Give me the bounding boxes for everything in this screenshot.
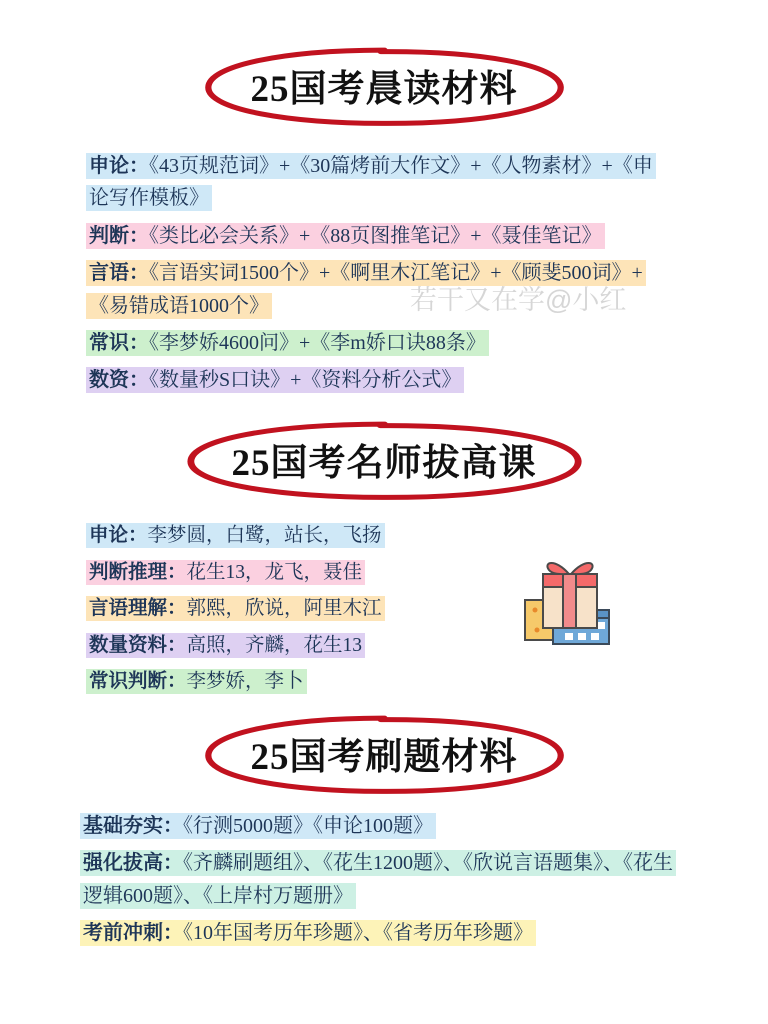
list-item-label: 强化拔高： <box>83 852 183 875</box>
section-rows-2 <box>0 518 768 701</box>
list-item <box>78 664 678 701</box>
list-item <box>72 915 684 952</box>
list-item-label: 言语： <box>89 262 149 285</box>
list-item <box>78 255 678 325</box>
list-item-text: 郭熙，欣说，阿里木江 <box>186 598 382 620</box>
list-item-text: 《李梦娇4600问》+《李m娇口诀88条》 <box>149 331 486 354</box>
list-item <box>78 218 678 255</box>
list-item <box>78 325 678 362</box>
list-item <box>72 845 684 915</box>
list-item-text: 李梦娇，李卜 <box>186 671 304 693</box>
list-item <box>78 362 678 399</box>
section-rows-1 <box>0 148 768 400</box>
section-rows-3 <box>0 808 768 953</box>
list-item <box>78 148 678 218</box>
list-item-text: 《类比必会关系》+《88页图推笔记》+《聂佳笔记》 <box>149 224 602 247</box>
list-item-label: 数资： <box>89 369 149 392</box>
list-item-text: 《数量秒S口诀》+《资料分析公式》 <box>149 369 462 392</box>
list-item-text: 李梦圆，白鹭，站长，飞扬 <box>147 525 382 546</box>
list-item-label: 申论： <box>89 155 149 177</box>
list-item-label: 判断： <box>89 224 149 247</box>
section-heading-2 <box>0 418 768 502</box>
watermark: 若干又在学@小红 <box>410 285 627 315</box>
section-title: 25国考名师拔高课 <box>231 443 537 484</box>
section-title: 25国考刷题材料 <box>250 737 518 778</box>
list-item-text: 《43页规范词》+《30篇烤前大作文》+《人物素材》+《申论写作模板》 <box>89 155 653 210</box>
list-item-text: 高照，齐麟，花生13 <box>186 634 363 656</box>
list-item-label: 常识： <box>89 331 149 354</box>
section-heading-1 <box>0 44 768 128</box>
list-item-text: 《10年国考历年珍题》、《省考历年珍题》 <box>183 922 533 945</box>
list-item-text: 《齐麟刷题组》、《花生1200题》、《欣说言语题集》、《花生逻辑600题》、《上岸村万题册》 <box>83 852 673 907</box>
list-item-label: 考前冲刺： <box>83 922 183 945</box>
list-item-text: 花生13，龙飞，聂佳 <box>186 561 363 583</box>
section-heading-3 <box>0 712 768 796</box>
list-item-label: 常识判断： <box>89 671 187 693</box>
list-item-label: 数量资料： <box>89 634 187 656</box>
list-item-label: 申论： <box>89 525 148 546</box>
list-item-label: 言语理解： <box>89 598 187 620</box>
list-item <box>72 808 684 845</box>
list-item-text: 《行测5000题》《申论100题》 <box>183 815 433 837</box>
gift-box-icon <box>515 548 635 668</box>
list-item-label: 判断推理： <box>89 561 187 583</box>
list-item-label: 基础夯实： <box>83 815 183 837</box>
section-title: 25国考晨读材料 <box>250 69 518 110</box>
list-item-text: 《言语实词1500个》+《啊里木江笔记》+《顾斐500词》+《易错成语1000个》 <box>89 262 643 317</box>
